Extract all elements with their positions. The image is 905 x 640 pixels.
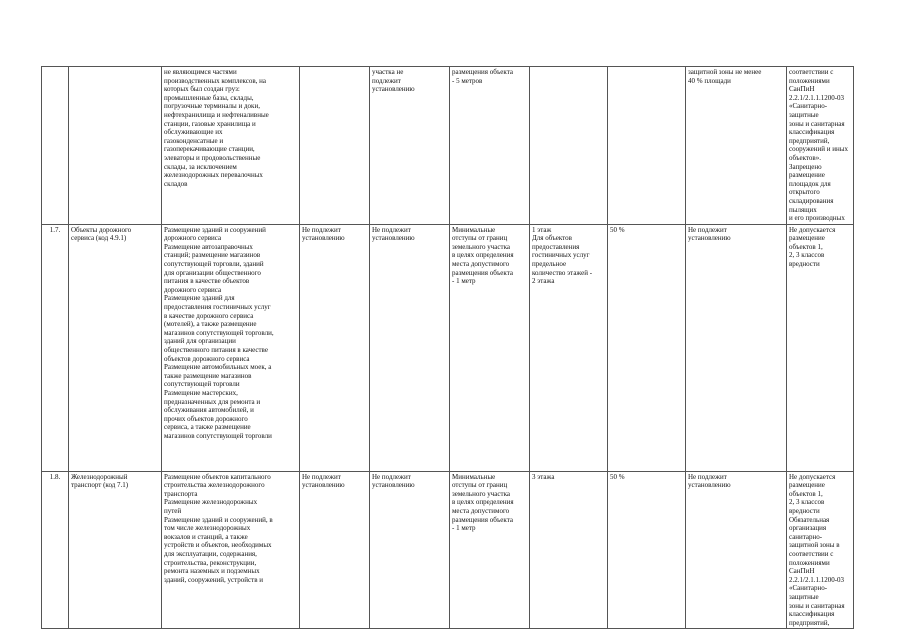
row-number	[42, 67, 69, 225]
zone-limit: защитной зоны не менее 40 % площади	[686, 67, 787, 225]
restrictions: соответствии с положениями СанПиН 2.2.1/2.1.1.1200-03 «Санитарно-защитные зоны и санитарная классификация предприятий, сооружений и иных объектов». Запрещено размещение площадок для открытого складирования пылящих и его производных	[787, 67, 854, 225]
min-plot-area: Не подлежит установлению	[300, 224, 370, 471]
use-type-name: Объекты дорожного сервиса (код 4.9.1)	[69, 224, 162, 471]
max-plot-area: участка не подлежит установлению	[370, 67, 450, 225]
min-setbacks: размещения объекта - 5 метров	[450, 67, 530, 225]
zoning-regulations-table	[41, 66, 854, 629]
use-description: Размещение объектов капитального строительства железнодорожного транспорта Размещение железнодорожных путей Размещение зданий и сооружений, в том числе железнодорожных вокзалов и станций, а также устройств и объектов, необходимых для эксплуатации, содержания, строительства, реконструкции, ремонта наземных и подземных зданий, сооружений, устройств и	[162, 471, 300, 629]
use-type-name	[69, 67, 162, 225]
max-floors: 1 этаж Для объектов предоставления гостиничных услуг предельное количество этажей - 2 этажа	[530, 224, 608, 471]
min-setbacks: Минимальные отступы от границ земельного участка в целях определения места допустимого размещения объекта - 1 метр	[450, 224, 530, 471]
max-floors	[530, 67, 608, 225]
min-plot-area	[300, 67, 370, 225]
max-plot-area: Не подлежит установлению	[370, 471, 450, 629]
min-setbacks: Минимальные отступы от границ земельного участка в целях определения места допустимого размещения объекта - 1 метр	[450, 471, 530, 629]
max-coverage: 50 %	[608, 224, 686, 471]
max-plot-area: Не подлежит установлению	[370, 224, 450, 471]
min-plot-area: Не подлежит установлению	[300, 471, 370, 629]
row-number: 1.7.	[42, 224, 69, 471]
use-type-name: Железнодорожный транспорт (код 7.1)	[69, 471, 162, 629]
restrictions: Не допускается размещение объектов 1, 2, 3 классов вредности	[787, 224, 854, 471]
table-row	[42, 224, 854, 471]
max-coverage: 50 %	[608, 471, 686, 629]
use-description: Размещение зданий и сооружений дорожного сервиса Размещение автозаправочных станций; размещение магазинов сопутствующей торговли, зданий для организации общественного питания в качестве объектов дорожного сервиса Размещение зданий для предоставления гостиничных услуг в качестве дорожного сервиса (мотелей), а также размещение магазинов сопутствующей торговли, зданий для организации общественного питания в качестве объектов дорожного сервиса Размещение автомобильных моек, а также размещение магазинов сопутствующей торговли Размещение мастерских, предназначенных для ремонта и обслуживания автомобилей, и прочих объектов дорожного сервиса, а также размещение магазинов сопутствующей торговли	[162, 224, 300, 471]
restrictions: Не допускается размещение объектов 1, 2, 3 классов вредности Обязательная организация санитарно- защитной зоны в соответствии с положениями СанПиН 2.2.1/2.1.1.1200-03 «Санитарно-защитные зоны и санитарная классификация предприятий,	[787, 471, 854, 629]
table-row	[42, 67, 854, 225]
row-number: 1.8.	[42, 471, 69, 629]
use-description: не являющимся частями производственных комплексов, на которых был создан груз: промышленные базы, склады, погрузочные терминалы и доки, нефтехранилища и нефтеналивные станции, газовые хранилища и обслуживающие их газоконденсатные и газоперекачивающие станции, элеваторы и продовольственные склады, за исключением железнодорожных перевалочных складов	[162, 67, 300, 225]
zone-limit: Не подлежит установлению	[686, 224, 787, 471]
table-row	[42, 471, 854, 629]
zone-limit: Не подлежит установлению	[686, 471, 787, 629]
max-coverage	[608, 67, 686, 225]
max-floors: 3 этажа	[530, 471, 608, 629]
